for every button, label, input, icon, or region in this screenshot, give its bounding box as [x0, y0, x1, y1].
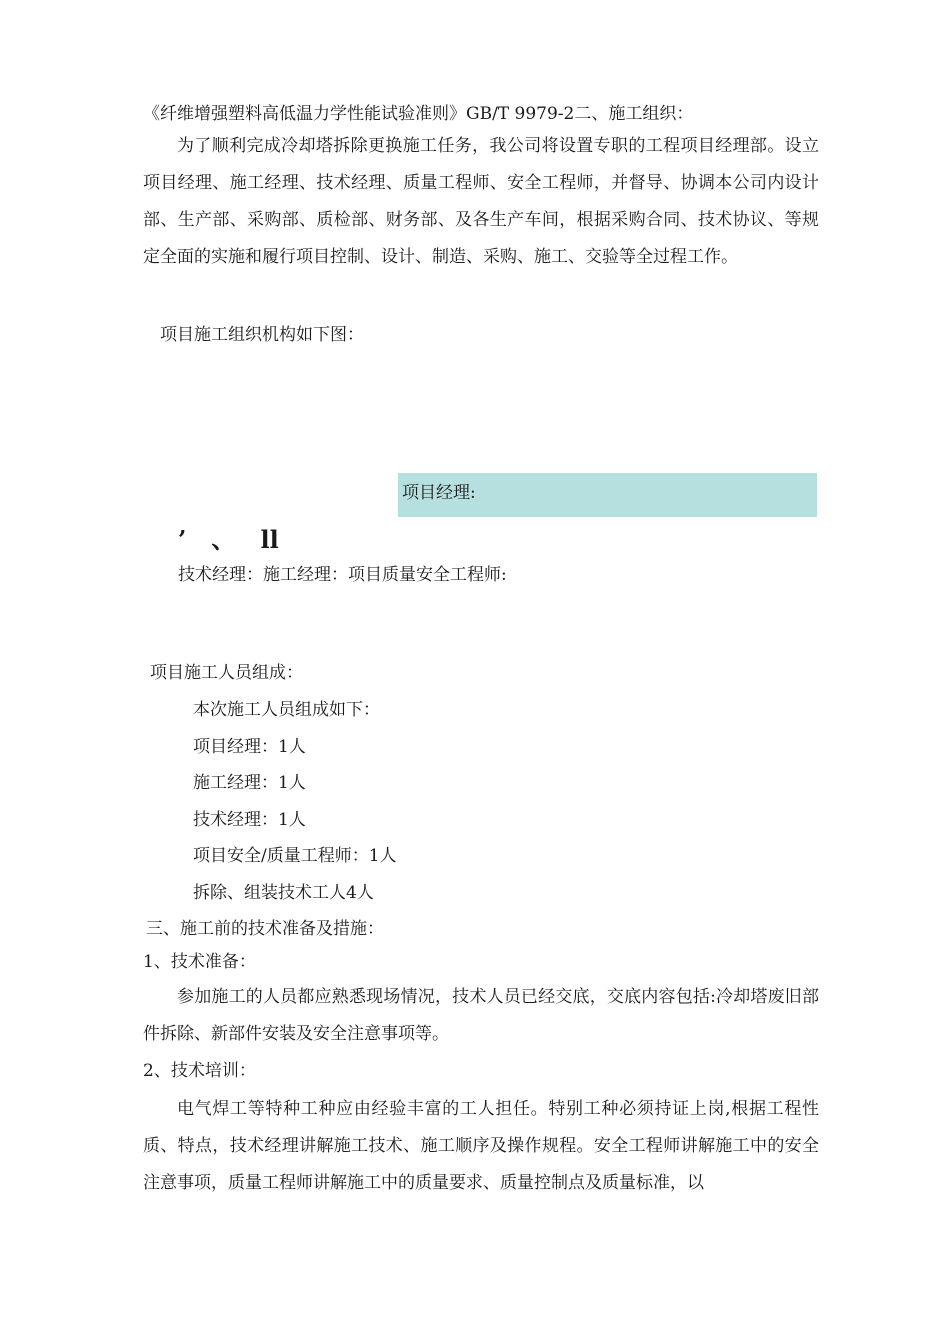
staff-item: 拆除、组装技术工人4人	[193, 883, 374, 903]
project-manager-label: 项目经理:	[402, 483, 476, 503]
org-chart-connector-marks: ’ 、 ll	[178, 525, 279, 554]
section-3-heading: 三、施工前的技术准备及措施：	[146, 919, 384, 939]
tech-training-heading: 2、技术培训：	[143, 1061, 256, 1081]
staff-item: 项目安全/质量工程师：1人	[193, 846, 397, 866]
tech-training-paragraph: 电气焊工等特种工种应由经验丰富的工人担任。特别工种必须持证上岗,根据工程性质、特点，技术经理讲解施工技术、施工顺序及操作规程。安全工程师讲解施工中的安全注意事项，质量工程师讲解施工中的质量要求、质量控制点及质量标准，以	[143, 1099, 819, 1193]
org-chart-caption: 项目施工组织机构如下图：	[160, 325, 364, 345]
organization-intro-paragraph: 为了顺利完成冷却塔拆除更换施工任务，我公司将设置专职的工程项目经理部。设立项目经理、施工经理、技术经理、质量工程师、安全工程师，并督导、协调本公司内设计部、生产部、采购部、质检部、财务部、及各生产车间，根据采购合同、技术协议、等规定全面的实施和履行项目控制、设计、制造、采购、施工、交验等全过程工作。	[143, 136, 819, 267]
org-chart-project-manager-box	[398, 473, 817, 517]
staff-item: 施工经理：1人	[193, 773, 306, 793]
staff-item: 技术经理：1人	[193, 810, 306, 830]
tech-prep-paragraph: 参加施工的人员都应熟悉现场情况，技术人员已经交底，交底内容包括:冷却塔废旧部件拆除、新部件安装及安全注意事项等。	[143, 987, 819, 1044]
standard-reference-line: 《纤维增强塑料高低温力学性能试验准则》GB/T 9979-2二、施工组织：	[143, 104, 694, 124]
org-chart-sub-roles: 技术经理：施工经理：项目质量安全工程师:	[178, 565, 507, 585]
staff-intro: 本次施工人员组成如下：	[193, 700, 380, 720]
tech-prep-heading: 1、技术准备：	[143, 952, 256, 972]
staff-heading: 项目施工人员组成：	[150, 663, 303, 683]
staff-item: 项目经理：1人	[193, 737, 306, 757]
